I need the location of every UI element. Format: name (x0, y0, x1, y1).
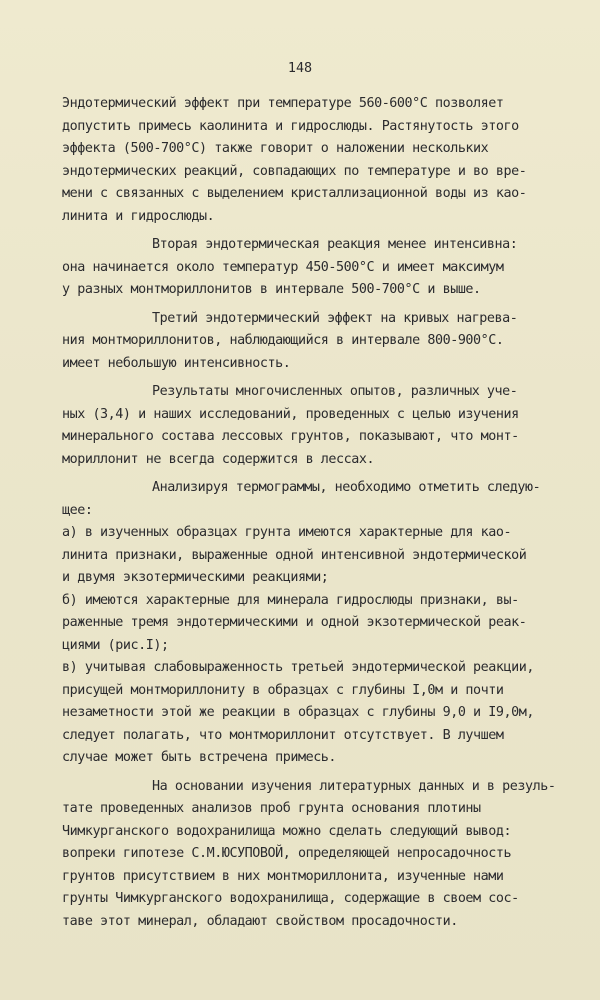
paragraph (62, 776, 572, 934)
text-line: в) учитывая слабовыраженность третьей эндотермической реакции, (62, 660, 534, 675)
paragraph (62, 477, 572, 770)
text-line: допустить примесь каолинита и гидрослюды. Растянутость этого (62, 118, 519, 134)
body-text (62, 93, 572, 939)
paragraph (62, 381, 572, 471)
text-line: эндотермических реакций, совпадающих по температуре и во вре- (62, 163, 527, 179)
text-line: ных (3,4) и наших исследований, проведенных с целью изучения (62, 406, 519, 422)
text-line: эффекта (500-700°С) также говорит о наложении нескольких (62, 141, 489, 156)
text-line: присущей монтмориллониту в образцах с глубины I,0м и почти (62, 682, 504, 698)
text-line: случае может быть встречена примесь. (62, 750, 337, 765)
text-line: Чимкурганского водохранилища можно сделать следующий вывод: (62, 823, 512, 839)
page-number: 148 (287, 61, 313, 76)
text-line: грунты Чимкурганского водохранилища, содержащие в своем сос- (62, 891, 519, 906)
text-line: следует полагать, что монтмориллонит отсутствует. В лучшем (62, 727, 504, 743)
text-line: мориллонит не всегда содержится в лессах. (62, 451, 375, 467)
text-line: тате проведенных анализов проб грунта основания плотины (62, 801, 481, 816)
text-line: линита и гидрослюды. (62, 208, 215, 224)
text-line: и двумя экзотермическими реакциями; (62, 570, 329, 585)
paragraph (62, 308, 572, 376)
text-line: б) имеются характерные для минерала гидрослюды признаки, вы- (62, 592, 519, 608)
text-line: линита признаки, выраженные одной интенсивной эндотермической (62, 547, 527, 563)
text-line: имеет небольшую интенсивность. (62, 355, 291, 371)
text-line: а) в изученных образцах грунта имеются характерные для као- (62, 525, 512, 540)
text-line: незаметности этой же реакции в образцах с глубины 9,0 и I9,0м, (62, 705, 534, 720)
text-line: она начинается около температур 450-500°С и имеет максимум (62, 259, 504, 275)
text-line: мени с связанных с выделением кристаллизационной воды из као- (62, 186, 527, 201)
text-line: Результаты многочисленных опытов, различных уче- (152, 384, 518, 399)
text-line: грунтов присутствием в них монтмориллонита, изученные нами (62, 868, 504, 884)
text-line: минерального состава лессовых грунтов, показывают, что монт- (62, 429, 519, 444)
text-line: щее: (62, 502, 93, 518)
text-line: На основании изучения литературных данных и в резуль- (152, 778, 556, 794)
text-line: ния монтмориллонитов, наблюдающийся в интервале 800-900°С. (62, 333, 504, 348)
text-line: вопреки гипотезе С.М.ЮСУПОВОЙ, определяющей непросадочность (62, 846, 512, 861)
text-line: Эндотермический эффект при температуре 560-600°С позволяет (62, 96, 504, 111)
text-line: раженные тремя эндотермическими и одной экзотермической реак- (62, 615, 527, 630)
text-line: Анализируя термограммы, необходимо отметить следую- (152, 480, 541, 495)
text-line: Третий эндотермический эффект на кривых нагрева- (152, 310, 518, 326)
text-line: циями (рис.I); (62, 637, 169, 653)
paragraph (62, 234, 572, 302)
paragraph (62, 93, 572, 228)
text-line: таве этот минерал, обладают свойством просадочности. (62, 913, 458, 929)
text-line: у разных монтмориллонитов в интервале 500-700°С и выше. (62, 282, 481, 297)
text-line: Вторая эндотермическая реакция менее интенсивна: (152, 237, 518, 252)
